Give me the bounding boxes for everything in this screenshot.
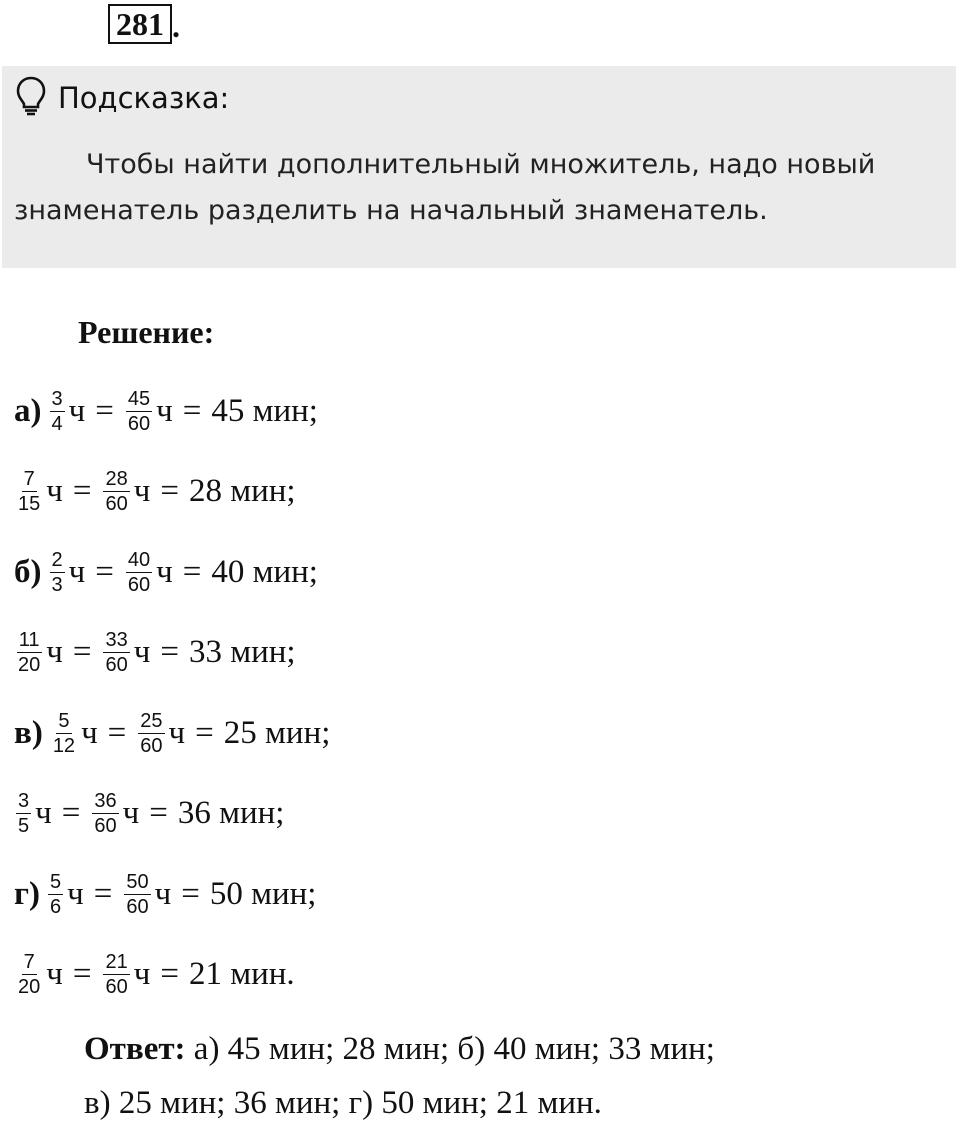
fraction-sixtieths: [92, 789, 118, 838]
unit-hour: ч: [133, 956, 151, 992]
equation-row: [14, 779, 284, 849]
fraction-numerator: 3: [18, 790, 30, 812]
item-label: в): [14, 714, 43, 751]
equation-row: [14, 457, 296, 527]
fraction-denominator: 60: [105, 493, 128, 515]
unit-hour: ч: [67, 875, 84, 912]
fraction-hours: [50, 548, 65, 597]
task-number: [108, 4, 180, 44]
fraction-sixtieths: [138, 709, 164, 758]
fraction-numerator: 36: [94, 790, 117, 812]
answer-label: Ответ:: [84, 1031, 186, 1067]
unit-hour: ч: [133, 473, 151, 509]
equals-sign: =: [182, 553, 202, 590]
unit-hour: ч: [68, 553, 86, 590]
fraction-numerator: 50: [126, 870, 149, 893]
fraction-numerator: 11: [18, 629, 40, 651]
equals-sign: =: [160, 956, 179, 992]
solution-title: Решение:: [78, 314, 215, 350]
equals-sign: =: [181, 875, 200, 912]
hint-title: Подсказка:: [58, 81, 230, 115]
fraction-denominator: 60: [105, 654, 128, 676]
result-minutes: 36 мин;: [177, 795, 285, 831]
fraction-sixtieths: [103, 628, 129, 677]
unit-hour: ч: [46, 634, 63, 670]
lightbulb-icon: [16, 76, 46, 120]
task-number-dot: .: [172, 8, 180, 44]
unit-hour: ч: [168, 714, 186, 751]
hint-text-line-2: знаменатель разделить на начальный знаменатель.: [14, 195, 768, 226]
result-minutes: 25 мин;: [223, 714, 331, 751]
fraction-denominator: 3: [51, 573, 63, 596]
equals-sign: =: [149, 795, 168, 831]
fraction-numerator: 33: [105, 629, 128, 651]
result-minutes: 33 мин;: [188, 634, 296, 670]
unit-hour: ч: [35, 795, 52, 831]
unit-hour: ч: [122, 795, 140, 831]
equals-sign: =: [61, 795, 81, 831]
equals-sign: =: [72, 473, 92, 509]
fraction-sixtieths: [103, 950, 129, 999]
unit-hour: ч: [46, 473, 63, 509]
fraction-hours: [48, 870, 63, 919]
fraction-denominator: 60: [94, 815, 117, 837]
fraction-numerator: 25: [140, 709, 163, 732]
fraction-denominator: 15: [18, 493, 41, 515]
answer-line-2: в) 25 мин; 36 мин; г) 50 мин; 21 мин.: [84, 1085, 602, 1121]
result-minutes: 45 мин;: [211, 392, 318, 429]
fraction-hours: [51, 709, 77, 758]
fraction-hours: [16, 789, 31, 838]
hint-text-line-1: Чтобы найти дополнительный множитель, надо новый: [86, 149, 876, 180]
fraction-numerator: 2: [51, 548, 63, 571]
fraction-denominator: 60: [127, 573, 151, 596]
equation-row: [14, 618, 296, 688]
equals-sign: =: [72, 634, 92, 670]
equals-sign: =: [95, 392, 114, 429]
fraction-hours: [16, 628, 42, 677]
equation-row: [14, 859, 316, 929]
equals-sign: =: [72, 956, 92, 992]
fraction-hours: [16, 950, 42, 999]
equals-sign: =: [93, 875, 113, 912]
equals-sign: =: [95, 553, 114, 590]
hint-text: [14, 142, 944, 234]
result-minutes: 28 мин;: [188, 473, 296, 509]
answer-block: [84, 1022, 944, 1130]
equals-sign: =: [160, 634, 179, 670]
task-number-box: 281: [108, 4, 172, 44]
unit-hour: ч: [81, 714, 98, 751]
unit-hour: ч: [133, 634, 151, 670]
result-minutes: 21 мин.: [188, 956, 295, 992]
fraction-numerator: 7: [23, 951, 35, 973]
fraction-denominator: 6: [49, 895, 62, 918]
fraction-numerator: 45: [127, 387, 151, 410]
fraction-denominator: 60: [140, 734, 163, 757]
item-label: г): [14, 875, 40, 912]
equals-sign: =: [182, 392, 202, 429]
fraction-sixtieths: [103, 467, 129, 516]
unit-hour: ч: [156, 553, 173, 590]
equation-row: [14, 698, 330, 768]
result-minutes: 40 мин;: [211, 553, 318, 590]
fraction-numerator: 3: [51, 387, 63, 410]
equals-sign: =: [160, 473, 179, 509]
fraction-denominator: 5: [18, 815, 30, 837]
answer-line-1: а) 45 мин; 28 мин; б) 40 мин; 33 мин;: [193, 1031, 715, 1067]
fraction-denominator: 20: [18, 654, 41, 676]
fraction-denominator: 60: [127, 412, 151, 435]
unit-hour: ч: [68, 392, 86, 429]
fraction-denominator: 60: [126, 895, 149, 918]
item-label: б): [14, 553, 42, 590]
fraction-sixtieths: [126, 548, 152, 597]
unit-hour: ч: [46, 956, 63, 992]
equation-row: [14, 376, 318, 446]
fraction-numerator: 5: [58, 709, 70, 732]
fraction-numerator: 5: [49, 870, 62, 893]
fraction-denominator: 20: [18, 976, 41, 998]
fraction-denominator: 4: [51, 412, 63, 435]
equation-row: [14, 940, 295, 1010]
fraction-numerator: 40: [127, 548, 151, 571]
fraction-denominator: 12: [52, 734, 76, 757]
unit-hour: ч: [154, 875, 172, 912]
equals-sign: =: [107, 714, 127, 751]
unit-hour: ч: [156, 392, 173, 429]
equals-sign: =: [195, 714, 214, 751]
fraction-sixtieths: [126, 387, 152, 436]
equation-row: [14, 537, 318, 607]
item-label: а): [14, 392, 42, 429]
fraction-denominator: 60: [105, 976, 128, 998]
fraction-numerator: 21: [105, 951, 128, 973]
hint-panel: [2, 66, 956, 268]
fraction-hours: [16, 467, 42, 516]
result-minutes: 50 мин;: [209, 875, 317, 912]
fraction-hours: [50, 387, 65, 436]
hint-header: [16, 76, 229, 120]
fraction-sixtieths: [124, 870, 150, 919]
fraction-numerator: 28: [105, 468, 128, 490]
fraction-numerator: 7: [23, 468, 35, 490]
